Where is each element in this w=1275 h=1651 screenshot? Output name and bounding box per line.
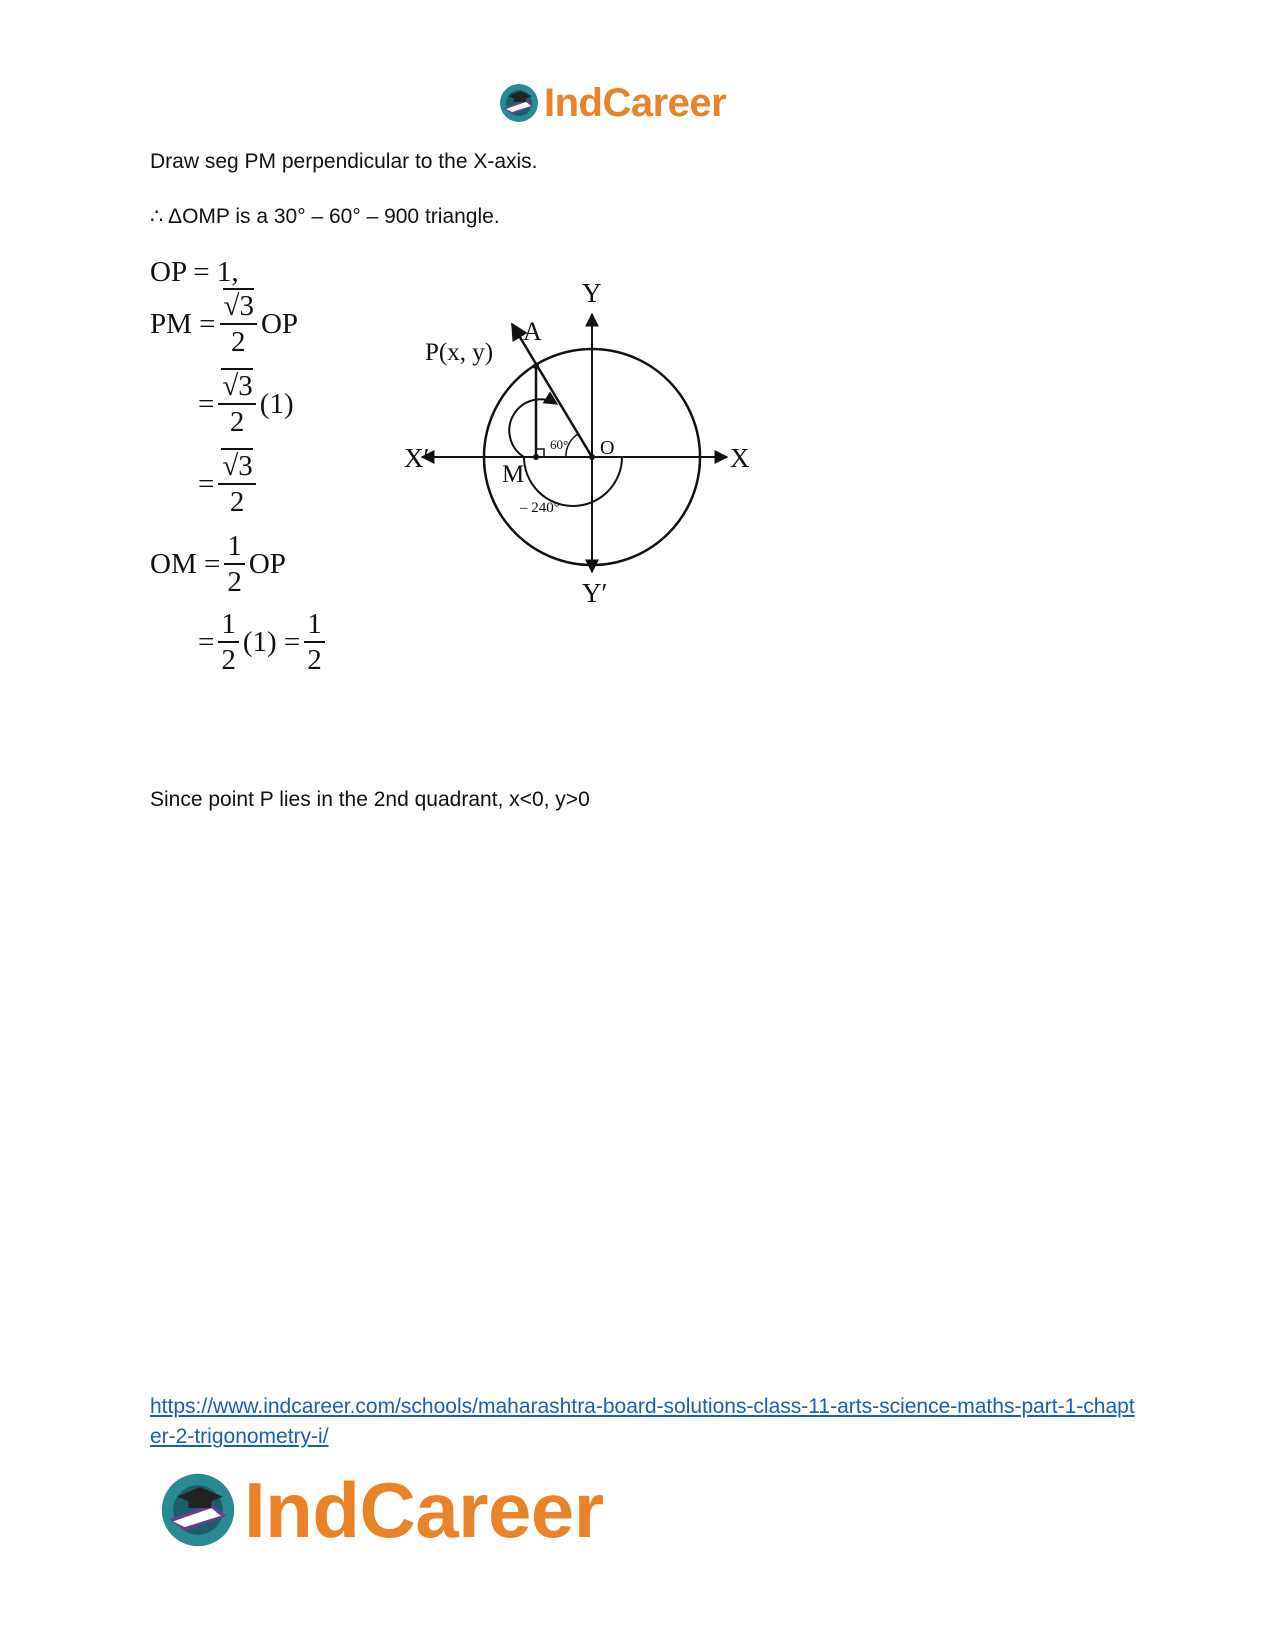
math-derivation [150,256,390,706]
label-m: M [502,461,525,488]
unit-circle-diagram [392,272,782,632]
fraction-denominator: 2 [227,566,242,598]
graduation-cap-book-icon [498,82,540,124]
label-angle-minus-240: – 240° [520,500,560,516]
fraction-denominator: 2 [221,644,236,676]
fraction-denominator: 2 [229,406,245,438]
paragraph-draw-seg: Draw seg PM perpendicular to the X-axis. [150,150,538,173]
math-line-op [150,256,239,289]
fraction-numerator [218,452,255,485]
fraction-1-over-2 [224,532,245,597]
math-text: (1) [259,388,294,420]
paragraph-quadrant: Since point P lies in the 2nd quadrant, x<0, y>0 [150,788,590,811]
math-text: OP = 1, [150,256,239,288]
fraction-1-over-2 [218,610,239,675]
fraction-sqrt3-over-2 [218,372,255,437]
fraction-numerator: 1 [304,610,325,643]
math-equals: = [198,388,215,420]
label-angle-60: 60° [550,437,569,452]
graduation-cap-book-icon [158,1470,238,1550]
fraction-numerator: 1 [224,532,245,565]
point-p [533,363,539,369]
sqrt-symbol: √3 [222,370,253,402]
math-line-result [198,452,260,517]
fraction-1-over-2 [304,610,325,675]
logo-text: IndCareer [544,80,727,125]
fraction-sqrt3-over-2 [218,452,255,517]
footer-logo [158,1465,604,1554]
sqrt-symbol: √3 [223,290,254,322]
label-y: Y [582,278,602,308]
sqrt-symbol: √3 [222,450,253,482]
point-m [533,454,539,460]
label-a: A [523,317,542,346]
fraction-denominator: 2 [229,486,245,518]
math-line-om [150,532,286,597]
math-text: OP [260,308,299,340]
math-line-sub [198,372,294,437]
math-equals: = [198,468,215,500]
math-line-om-result [198,610,329,675]
label-x: X [730,443,750,473]
header-logo [498,80,726,126]
fraction-numerator [220,292,257,325]
label-y-neg: Y′ [582,578,608,608]
math-text: (1) = [242,626,301,658]
paragraph-triangle: ∴ ΔOMP is a 30° – 60° – 900 triangle. [150,205,500,228]
fraction-numerator: 1 [218,610,239,643]
label-x-neg: X′ [404,443,430,473]
label-p: P(x, y) [425,339,494,366]
fraction-denominator: 2 [230,326,246,358]
math-text: OP [248,548,286,580]
math-text: PM = [150,308,216,340]
source-url-link[interactable]: https://www.indcareer.com/schools/maharashtra-board-solutions-class-11-arts-science-maths-part-1-chapter-2-trigonometry-i/ [150,1395,1135,1448]
label-o: O [600,437,615,459]
fraction-denominator: 2 [307,644,322,676]
fraction-numerator [218,372,255,405]
logo-text: IndCareer [244,1465,604,1554]
math-text: OM = [150,548,221,580]
math-line-pm [150,292,298,357]
fraction-sqrt3-over-2 [220,292,257,357]
point-o [589,454,595,460]
math-equals: = [198,626,215,658]
